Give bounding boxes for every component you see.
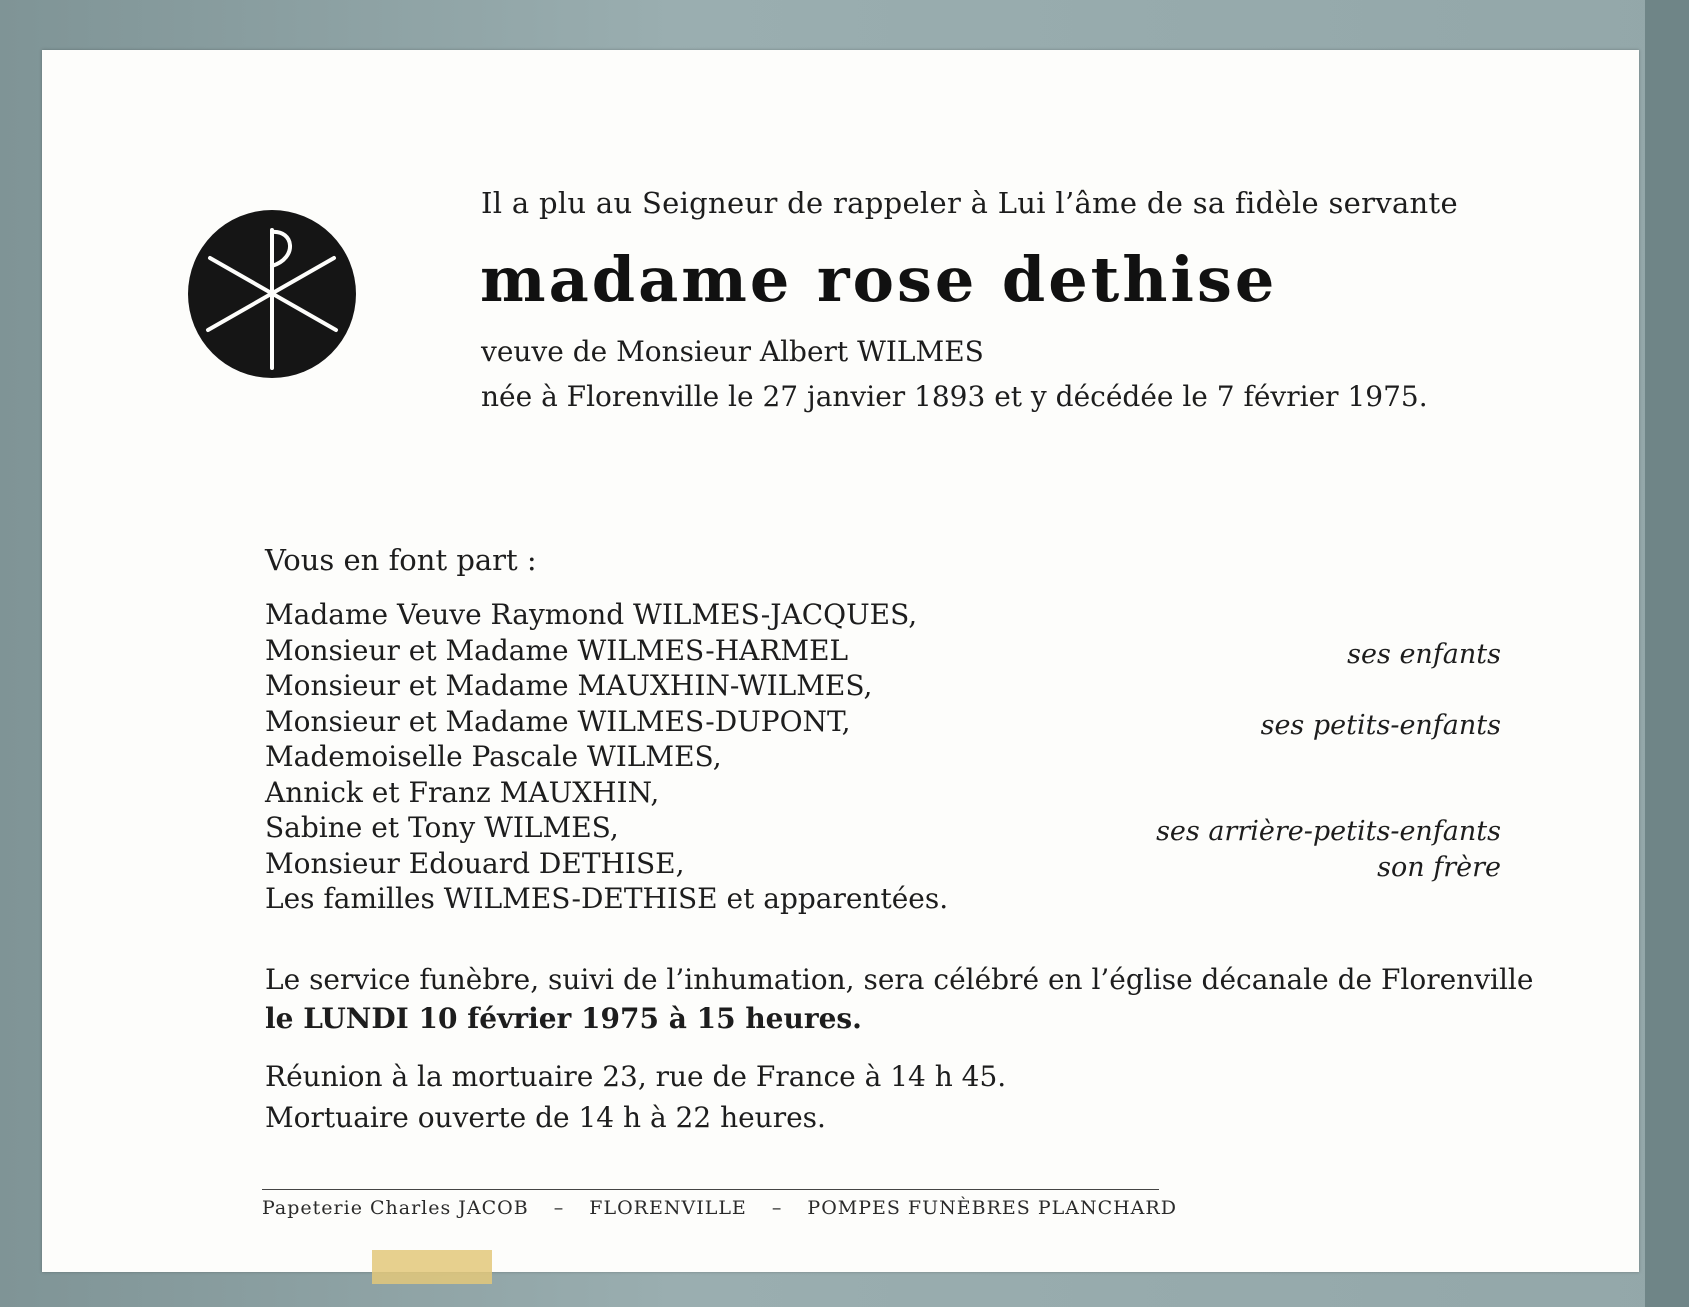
separator: –: [771, 1197, 783, 1219]
tape-mark: [372, 1250, 492, 1284]
printer-town: FLORENVILLE: [589, 1197, 747, 1219]
opening-hours: Mortuaire ouverte de 14 h à 22 heures.: [265, 1101, 826, 1134]
chi-rho-icon: [186, 208, 358, 380]
relation-great-grandchildren: ses arrière-petits-enfants: [1156, 816, 1501, 847]
printer-name: Papeterie Charles JACOB: [262, 1197, 529, 1219]
backing-edge: [1645, 0, 1689, 1307]
family-member: Annick et Franz MAUXHIN,: [265, 775, 660, 809]
service-date: le LUNDI 10 février 1975 à 15 heures.: [265, 1002, 862, 1035]
meeting-text: Réunion à la mortuaire 23, rue de France à 14 h 45.: [265, 1060, 1007, 1093]
family-member: Monsieur et Madame MAUXHIN-WILMES,: [265, 669, 873, 702]
widow-line: veuve de Monsieur Albert WILMES: [481, 335, 984, 368]
deceased-name: madame rose dethise: [480, 243, 1278, 316]
birth-death-line: née à Florenville le 27 janvier 1893 et y décédée le 7 février 1975.: [481, 380, 1428, 413]
relation-brother: son frère: [1377, 852, 1501, 883]
family-member: Monsieur Edouard DETHISE,: [265, 846, 685, 880]
separator: –: [553, 1197, 565, 1219]
family-list: [265, 597, 948, 917]
printer-credit: [262, 1197, 1195, 1219]
family-member: Mademoiselle Pascale WILMES,: [265, 740, 722, 773]
family-member: Monsieur et Madame WILMES-DUPONT,: [265, 704, 851, 738]
family-member: Madame Veuve Raymond WILMES-JACQUES,: [265, 598, 918, 631]
family-member: Sabine et Tony WILMES,: [265, 811, 619, 844]
family-member: Monsieur et Madame WILMES-HARMEL: [265, 633, 849, 667]
intro-text: Il a plu au Seigneur de rappeler à Lui l’âme de sa fidèle servante: [481, 186, 1458, 220]
relation-grandchildren: ses petits-enfants: [1260, 710, 1501, 741]
footer-divider: [262, 1189, 1159, 1190]
relation-children: ses enfants: [1347, 639, 1501, 670]
funeral-home: POMPES FUNÈBRES PLANCHARD: [807, 1197, 1177, 1219]
service-text: Le service funèbre, suivi de l’inhumation, sera célébré en l’église décanale de Florenville: [265, 963, 1534, 996]
announce-heading: Vous en font part :: [265, 543, 537, 577]
family-member: Les familles WILMES-DETHISE et apparentées.: [265, 882, 949, 915]
